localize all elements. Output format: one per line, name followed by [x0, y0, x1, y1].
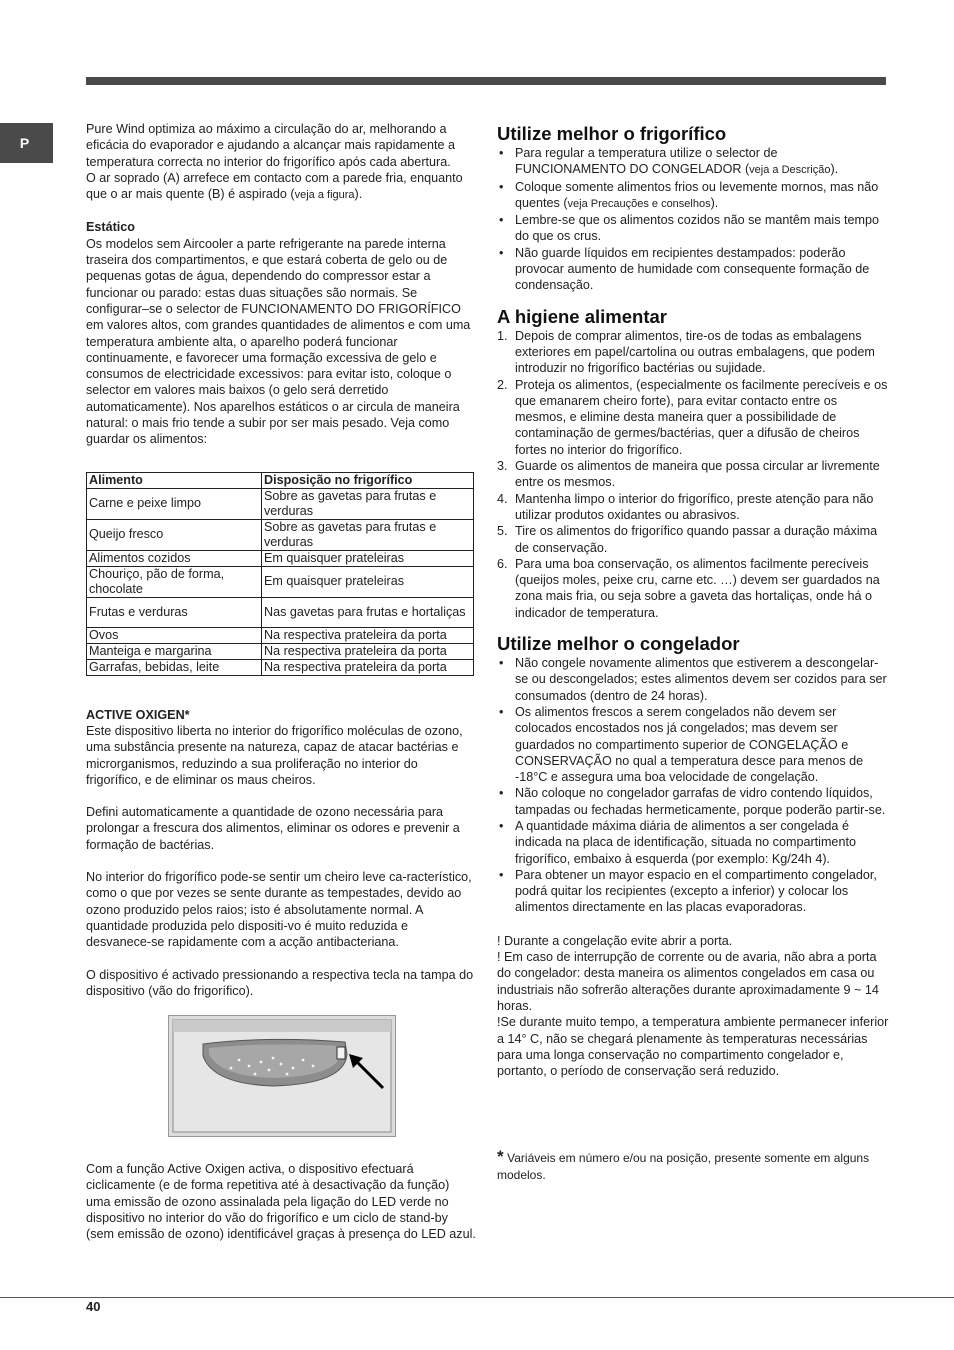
list-item: 5. Tire os alimentos do frigorífico quando passar a duração máxima de conservação. — [497, 524, 878, 555]
list-item: • Não congele novamente alimentos que estiverem a descongelar-se ou descongelados; estes alimentos devem ser cozidos para ser consumados (dentro de 24 horas). — [515, 655, 889, 704]
language-tab: P — [0, 123, 53, 163]
list-item: 6. Para uma boa conservação, os alimentos facilmente perecíveis (queijos moles, peixe cru, carne etc. …) devem ser guardados na zona mais fria, ou seja sobre a gaveta das hortaliças, onde há o indicador de temperatura. — [497, 556, 880, 620]
oxigen-paragraph-5: Com a função Active Oxigen activa, o dispositivo efectuará ciclicamente (e de forma repetitiva até à desactivação da função) uma emissão de ozono assinalada pela ligação do LED verde no dispositivo no interior do vão do frigorífico e um ciclo de stand-by (sem emissão de ozono) identificável graças à presença do LED azul. — [86, 1162, 476, 1242]
warning-2: ! Em caso de interrupção de corrente ou de avaria, não abra a porta do congelador: desta maneira os alimentos congelados em casa ou industriais não sofrerão alterações durante aproximadamente 9 ~ 14 horas. — [497, 950, 879, 1013]
table-cell: Queijo fresco — [87, 519, 262, 550]
freezer-tips-list — [497, 655, 889, 916]
intro-paragraph-2: O ar soprado (A) arrefece em contacto com a parede fria, enquanto que o ar mais quente (B) é aspirado (veja a figura). — [86, 170, 463, 202]
right-column — [497, 123, 889, 1183]
fridge-tips-list — [497, 145, 889, 294]
table-cell: Sobre as gavetas para frutas e verduras — [262, 488, 474, 519]
list-item: • Lembre-se que os alimentos cozidos não se mantêm mais tempo do que os crus. — [515, 212, 889, 245]
oxigen-paragraph-2: Defini automaticamente a quantidade de ozono necessária para prolongar a frescura dos alimentos, eliminar os odores e prevenir a formação de bactérias. — [86, 805, 460, 852]
table-row — [87, 550, 474, 566]
table-cell: Garrafas, bebidas, leite — [87, 659, 262, 675]
intro-paragraph: Pure Wind optimiza ao máximo a circulação do ar, melhorando a eficácia do evaporador e ajudando a alcançar mais rapidamente a temperatura correcta no interior do frigorífico após cada abertura. — [86, 122, 455, 169]
table-cell: Em quaisquer prateleiras — [262, 566, 474, 597]
static-title: Estático — [86, 220, 135, 235]
list-item: • Os alimentos frescos a serem congelados não devem ser colocados encostados nos já congelados; mas devem ser guardados no compartimento superior de CONGELAÇÃO e CONSERVAÇÃO no qual a temperatura desce para menos de -18°C e assegura uma boa velocidade de congelação. — [515, 704, 889, 785]
warning-3: !Se durante muito tempo, a temperatura ambiente permanecer inferior a 14° C, não se chegará plenamente às temperaturas necessárias para uma longa conservação no compartimento congelador e, portanto, o período de conservação será reduzido. — [497, 1015, 889, 1079]
list-item: 1. Depois de comprar alimentos, tire-os de todas as embalagens exteriores em papel/cartolina ou outras embalagens, que podem introduzir no frigorífico bactérias ou sujidade. — [497, 328, 875, 376]
list-item: • Não guarde líquidos em recipientes destampados: poderão provocar aumento de humidade com consequente formação de condensação. — [515, 245, 889, 294]
table-cell: Em quaisquer prateleiras — [262, 550, 474, 566]
table-row — [87, 643, 474, 659]
table-cell: Sobre as gavetas para frutas e verduras — [262, 519, 474, 550]
list-item: • Para regular a temperatura utilize o selector de FUNCIONAMENTO DO CONGELADOR (veja a Descrição). — [515, 145, 889, 179]
freezer-section-title: Utilize melhor o congelador — [497, 633, 740, 655]
table-cell: Carne e peixe limpo — [87, 488, 262, 519]
list-item: 2. Proteja os alimentos, (especialmente os facilmente perecíveis e os que emanarem cheiro forte), para evitar contacto entre os mesmos, e elimine desta maneira quer a possibilidade de contaminação de germes/bactérias, quer a difusão de cheiros fortes no interior do frigorífico. — [497, 377, 888, 457]
table-cell: Na respectiva prateleira da porta — [262, 643, 474, 659]
active-oxigen-device-figure — [168, 1015, 396, 1137]
table-cell: Chouriço, pão de forma, chocolate — [87, 566, 262, 597]
warning-1: ! Durante a congelação evite abrir a porta. — [497, 933, 733, 948]
left-column — [86, 121, 476, 1243]
list-item: • A quantidade máxima diária de alimentos a ser congelada é indicada na placa de identificação, situada no compartimento frigorífico, embaixo à esquerda (por exemplo: Kg/24h 4). — [515, 818, 889, 867]
table-row — [87, 488, 474, 519]
table-row — [87, 519, 474, 550]
table-cell: Na respectiva prateleira da porta — [262, 659, 474, 675]
oxigen-paragraph-4: O dispositivo é activado pressionando a respectiva tecla na tampa do dispositivo (vão do frigorífico). — [86, 967, 474, 998]
table-cell: Manteiga e margarina — [87, 643, 262, 659]
column-header-food: Alimento — [87, 472, 262, 488]
list-item: 3. Guarde os alimentos de maneira que possa circular ar livremente entre os mesmos. — [497, 459, 880, 490]
active-oxigen-title: ACTIVE OXIGEN* — [86, 707, 190, 722]
footnote: * Variáveis em número e/ou na posição, presente somente em alguns modelos. — [497, 1147, 870, 1182]
static-paragraph: Os modelos sem Aircooler a parte refrigerante na parede interna traseira dos compartimentos, e que estará coberta de gelo ou de pequenas gotas de água, dependendo do compressor estar a funcionar ou parado: estas duas situações são normais. Se configurar–se o selector de FUNCIONAMENTO DO FRIGORÍFICO em valores altos, com grandes quantidades de alimentos e com uma temperatura ambiente alta, o aparelho poderá funcionar continuamente, e favorecer uma formação excessiva de gelo e consumos de electricidade excessivos: para evitar isto, coloque o selector em valores mais baixos (o gelo será derretido automaticamente). Nos aparelhos estáticos o ar circula de maneira natural: o mais frio tende a subir por ser mais pesado. Veja como guardar os alimentos: — [86, 236, 471, 447]
table-cell: Frutas e verduras — [87, 597, 262, 627]
table-row — [87, 659, 474, 675]
table-cell: Ovos — [87, 627, 262, 643]
table-cell: Nas gavetas para frutas e hortaliças — [262, 597, 474, 627]
oxigen-paragraph-1: Este dispositivo liberta no interior do frigorífico moléculas de ozono, uma substância presente na natureza, capaz de atacar bactérias e microrganismos, reduzindo a sua proliferação no interior do frigorífico, e de eliminar os maus cheiros. — [86, 723, 463, 787]
table-cell: Na respectiva prateleira da porta — [262, 627, 474, 643]
table-row — [87, 566, 474, 597]
header-bar — [86, 77, 886, 85]
oxigen-paragraph-3: No interior do frigorífico pode-se sentir um cheiro leve ca-racterístico, como o que por vezes se sente durante as tempestades, devido ao ozono produzido pelos raios; isto é absolutamente normal. A quantidade produzida pelo dispositi-vo é muito reduzida e desvanece-se rapidamente com a acção antibacteriana. — [86, 870, 472, 950]
table-row — [87, 627, 474, 643]
list-item: • Para obtener un mayor espacio en el compartimento congelador, podrá quitar los recipientes (excepto a inferior) y colocar los alimentos directamente en las placas evaporadoras. — [515, 867, 889, 916]
device-illustration — [169, 1016, 395, 1136]
fridge-section-title: Utilize melhor o frigorífico — [497, 123, 727, 144]
hygiene-list — [497, 328, 889, 621]
page-number: 40 — [86, 1299, 101, 1314]
table-header-row — [87, 472, 474, 488]
table-cell: Alimentos cozidos — [87, 550, 262, 566]
list-item: • Coloque somente alimentos frios ou levemente mornos, mas não quentes (veja Precauções e conselhos). — [515, 179, 889, 213]
column-header-placement: Disposição no frigorífico — [262, 472, 474, 488]
table-row — [87, 597, 474, 627]
footer-rule — [0, 1297, 954, 1298]
food-storage-table — [86, 472, 474, 676]
list-item: 4. Mantenha limpo o interior do frigorífico, preste atenção para não utilizar produtos oxidantes ou abrasivos. — [497, 491, 874, 522]
hygiene-section-title: A higiene alimentar — [497, 305, 667, 327]
list-item: • Não coloque no congelador garrafas de vidro contendo líquidos, tampadas ou fechadas hermeticamente, porque poderão partir-se. — [515, 785, 889, 818]
footnote-star: * — [497, 1147, 504, 1167]
